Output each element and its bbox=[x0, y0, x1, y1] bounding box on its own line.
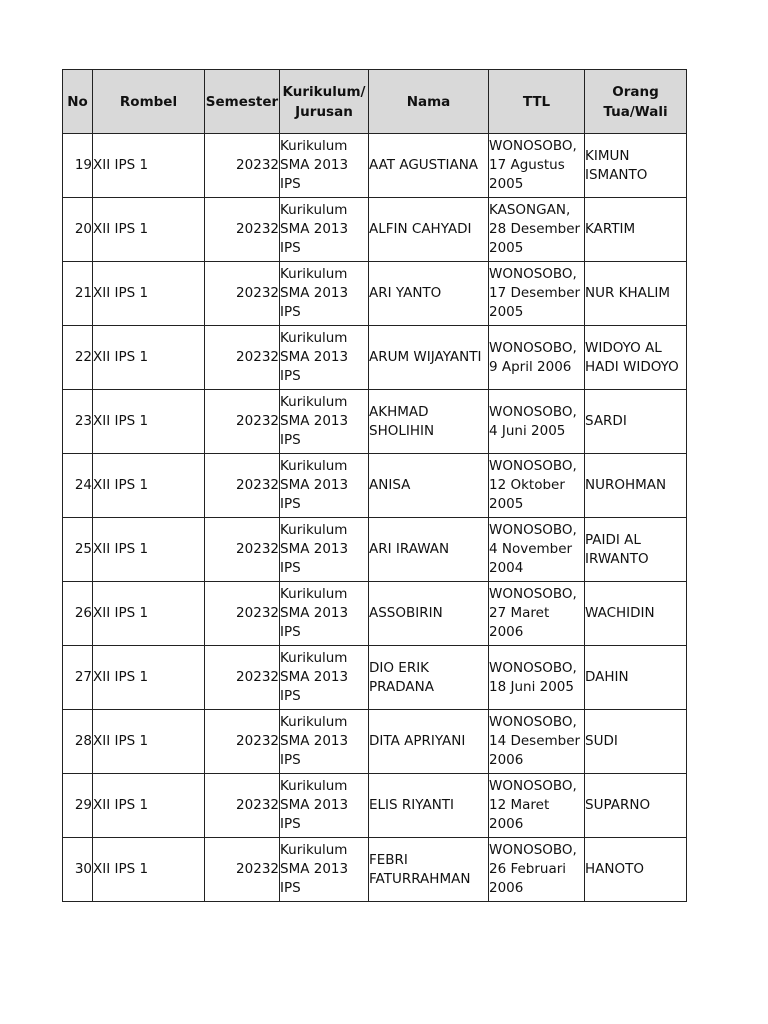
header-kurikulum-line1: Kurikulum/ bbox=[282, 83, 366, 100]
cell-kurikulum: Kurikulum SMA 2013 IPS bbox=[280, 262, 369, 326]
header-kurikulum-line2: Jurusan bbox=[295, 103, 353, 120]
cell-semester: 20232 bbox=[205, 710, 280, 774]
cell-kurikulum: Kurikulum SMA 2013 IPS bbox=[280, 774, 369, 838]
cell-orang-tua: HANOTO bbox=[585, 838, 687, 902]
cell-nama: DIO ERIK PRADANA bbox=[369, 646, 489, 710]
table-row bbox=[63, 326, 687, 390]
table-row bbox=[63, 838, 687, 902]
table-row bbox=[63, 646, 687, 710]
header-orang-tua bbox=[585, 70, 687, 134]
header-orang-tua-line1: Orang bbox=[612, 83, 659, 100]
cell-ttl: WONOSOBO, 9 April 2006 bbox=[489, 326, 585, 390]
cell-rombel: XII IPS 1 bbox=[93, 518, 205, 582]
cell-no: 20 bbox=[63, 198, 93, 262]
cell-no: 25 bbox=[63, 518, 93, 582]
cell-nama: ARUM WIJAYANTI bbox=[369, 326, 489, 390]
cell-nama: ALFIN CAHYADI bbox=[369, 198, 489, 262]
cell-orang-tua: NUROHMAN bbox=[585, 454, 687, 518]
header-no: No bbox=[63, 70, 93, 134]
table-row bbox=[63, 134, 687, 198]
cell-ttl: WONOSOBO, 27 Maret 2006 bbox=[489, 582, 585, 646]
cell-no: 22 bbox=[63, 326, 93, 390]
table-row bbox=[63, 262, 687, 326]
header-rombel: Rombel bbox=[93, 70, 205, 134]
cell-orang-tua: PAIDI AL IRWANTO bbox=[585, 518, 687, 582]
cell-ttl: WONOSOBO, 14 Desember 2006 bbox=[489, 710, 585, 774]
cell-no: 19 bbox=[63, 134, 93, 198]
cell-semester: 20232 bbox=[205, 198, 280, 262]
cell-rombel: XII IPS 1 bbox=[93, 262, 205, 326]
cell-no: 28 bbox=[63, 710, 93, 774]
cell-no: 26 bbox=[63, 582, 93, 646]
cell-rombel: XII IPS 1 bbox=[93, 838, 205, 902]
cell-kurikulum: Kurikulum SMA 2013 IPS bbox=[280, 326, 369, 390]
cell-semester: 20232 bbox=[205, 454, 280, 518]
cell-orang-tua: SUPARNO bbox=[585, 774, 687, 838]
cell-ttl: KASONGAN, 28 Desember 2005 bbox=[489, 198, 585, 262]
table-row bbox=[63, 710, 687, 774]
cell-no: 29 bbox=[63, 774, 93, 838]
cell-orang-tua: DAHIN bbox=[585, 646, 687, 710]
cell-kurikulum: Kurikulum SMA 2013 IPS bbox=[280, 198, 369, 262]
cell-nama: ARI IRAWAN bbox=[369, 518, 489, 582]
cell-orang-tua: KIMUN ISMANTO bbox=[585, 134, 687, 198]
cell-semester: 20232 bbox=[205, 646, 280, 710]
cell-orang-tua: SARDI bbox=[585, 390, 687, 454]
cell-kurikulum: Kurikulum SMA 2013 IPS bbox=[280, 582, 369, 646]
table-row bbox=[63, 390, 687, 454]
cell-kurikulum: Kurikulum SMA 2013 IPS bbox=[280, 710, 369, 774]
cell-semester: 20232 bbox=[205, 774, 280, 838]
cell-nama: ARI YANTO bbox=[369, 262, 489, 326]
cell-nama: ANISA bbox=[369, 454, 489, 518]
cell-rombel: XII IPS 1 bbox=[93, 198, 205, 262]
cell-ttl: WONOSOBO, 12 Maret 2006 bbox=[489, 774, 585, 838]
cell-no: 30 bbox=[63, 838, 93, 902]
cell-orang-tua: WACHIDIN bbox=[585, 582, 687, 646]
cell-rombel: XII IPS 1 bbox=[93, 390, 205, 454]
cell-no: 23 bbox=[63, 390, 93, 454]
cell-semester: 20232 bbox=[205, 134, 280, 198]
table-body bbox=[63, 134, 687, 902]
cell-semester: 20232 bbox=[205, 326, 280, 390]
table-row bbox=[63, 454, 687, 518]
cell-ttl: WONOSOBO, 18 Juni 2005 bbox=[489, 646, 585, 710]
cell-rombel: XII IPS 1 bbox=[93, 774, 205, 838]
cell-ttl: WONOSOBO, 17 Desember 2005 bbox=[489, 262, 585, 326]
cell-rombel: XII IPS 1 bbox=[93, 646, 205, 710]
cell-semester: 20232 bbox=[205, 390, 280, 454]
cell-no: 24 bbox=[63, 454, 93, 518]
cell-rombel: XII IPS 1 bbox=[93, 454, 205, 518]
header-kurikulum bbox=[280, 70, 369, 134]
cell-rombel: XII IPS 1 bbox=[93, 326, 205, 390]
table-row bbox=[63, 518, 687, 582]
cell-semester: 20232 bbox=[205, 582, 280, 646]
header-orang-tua-line2: Tua/Wali bbox=[603, 103, 668, 120]
table-row bbox=[63, 582, 687, 646]
student-table bbox=[62, 69, 687, 902]
cell-nama: AKHMAD SHOLIHIN bbox=[369, 390, 489, 454]
cell-ttl: WONOSOBO, 17 Agustus 2005 bbox=[489, 134, 585, 198]
cell-nama: FEBRI FATURRAHMAN bbox=[369, 838, 489, 902]
cell-orang-tua: KARTIM bbox=[585, 198, 687, 262]
cell-semester: 20232 bbox=[205, 518, 280, 582]
cell-kurikulum: Kurikulum SMA 2013 IPS bbox=[280, 838, 369, 902]
header-ttl: TTL bbox=[489, 70, 585, 134]
header-semester: Semester bbox=[205, 70, 280, 134]
cell-ttl: WONOSOBO, 26 Februari 2006 bbox=[489, 838, 585, 902]
cell-nama: ASSOBIRIN bbox=[369, 582, 489, 646]
cell-semester: 20232 bbox=[205, 262, 280, 326]
cell-kurikulum: Kurikulum SMA 2013 IPS bbox=[280, 518, 369, 582]
cell-rombel: XII IPS 1 bbox=[93, 582, 205, 646]
table-row bbox=[63, 774, 687, 838]
cell-kurikulum: Kurikulum SMA 2013 IPS bbox=[280, 646, 369, 710]
cell-nama: ELIS RIYANTI bbox=[369, 774, 489, 838]
cell-rombel: XII IPS 1 bbox=[93, 134, 205, 198]
cell-semester: 20232 bbox=[205, 838, 280, 902]
header-nama: Nama bbox=[369, 70, 489, 134]
cell-orang-tua: SUDI bbox=[585, 710, 687, 774]
cell-orang-tua: NUR KHALIM bbox=[585, 262, 687, 326]
cell-nama: AAT AGUSTIANA bbox=[369, 134, 489, 198]
cell-no: 27 bbox=[63, 646, 93, 710]
cell-rombel: XII IPS 1 bbox=[93, 710, 205, 774]
cell-nama: DITA APRIYANI bbox=[369, 710, 489, 774]
cell-ttl: WONOSOBO, 12 Oktober 2005 bbox=[489, 454, 585, 518]
cell-ttl: WONOSOBO, 4 November 2004 bbox=[489, 518, 585, 582]
cell-kurikulum: Kurikulum SMA 2013 IPS bbox=[280, 134, 369, 198]
cell-kurikulum: Kurikulum SMA 2013 IPS bbox=[280, 454, 369, 518]
cell-no: 21 bbox=[63, 262, 93, 326]
cell-kurikulum: Kurikulum SMA 2013 IPS bbox=[280, 390, 369, 454]
cell-orang-tua: WIDOYO AL HADI WIDOYO bbox=[585, 326, 687, 390]
cell-ttl: WONOSOBO, 4 Juni 2005 bbox=[489, 390, 585, 454]
table-header-row bbox=[63, 70, 687, 134]
table-row bbox=[63, 198, 687, 262]
